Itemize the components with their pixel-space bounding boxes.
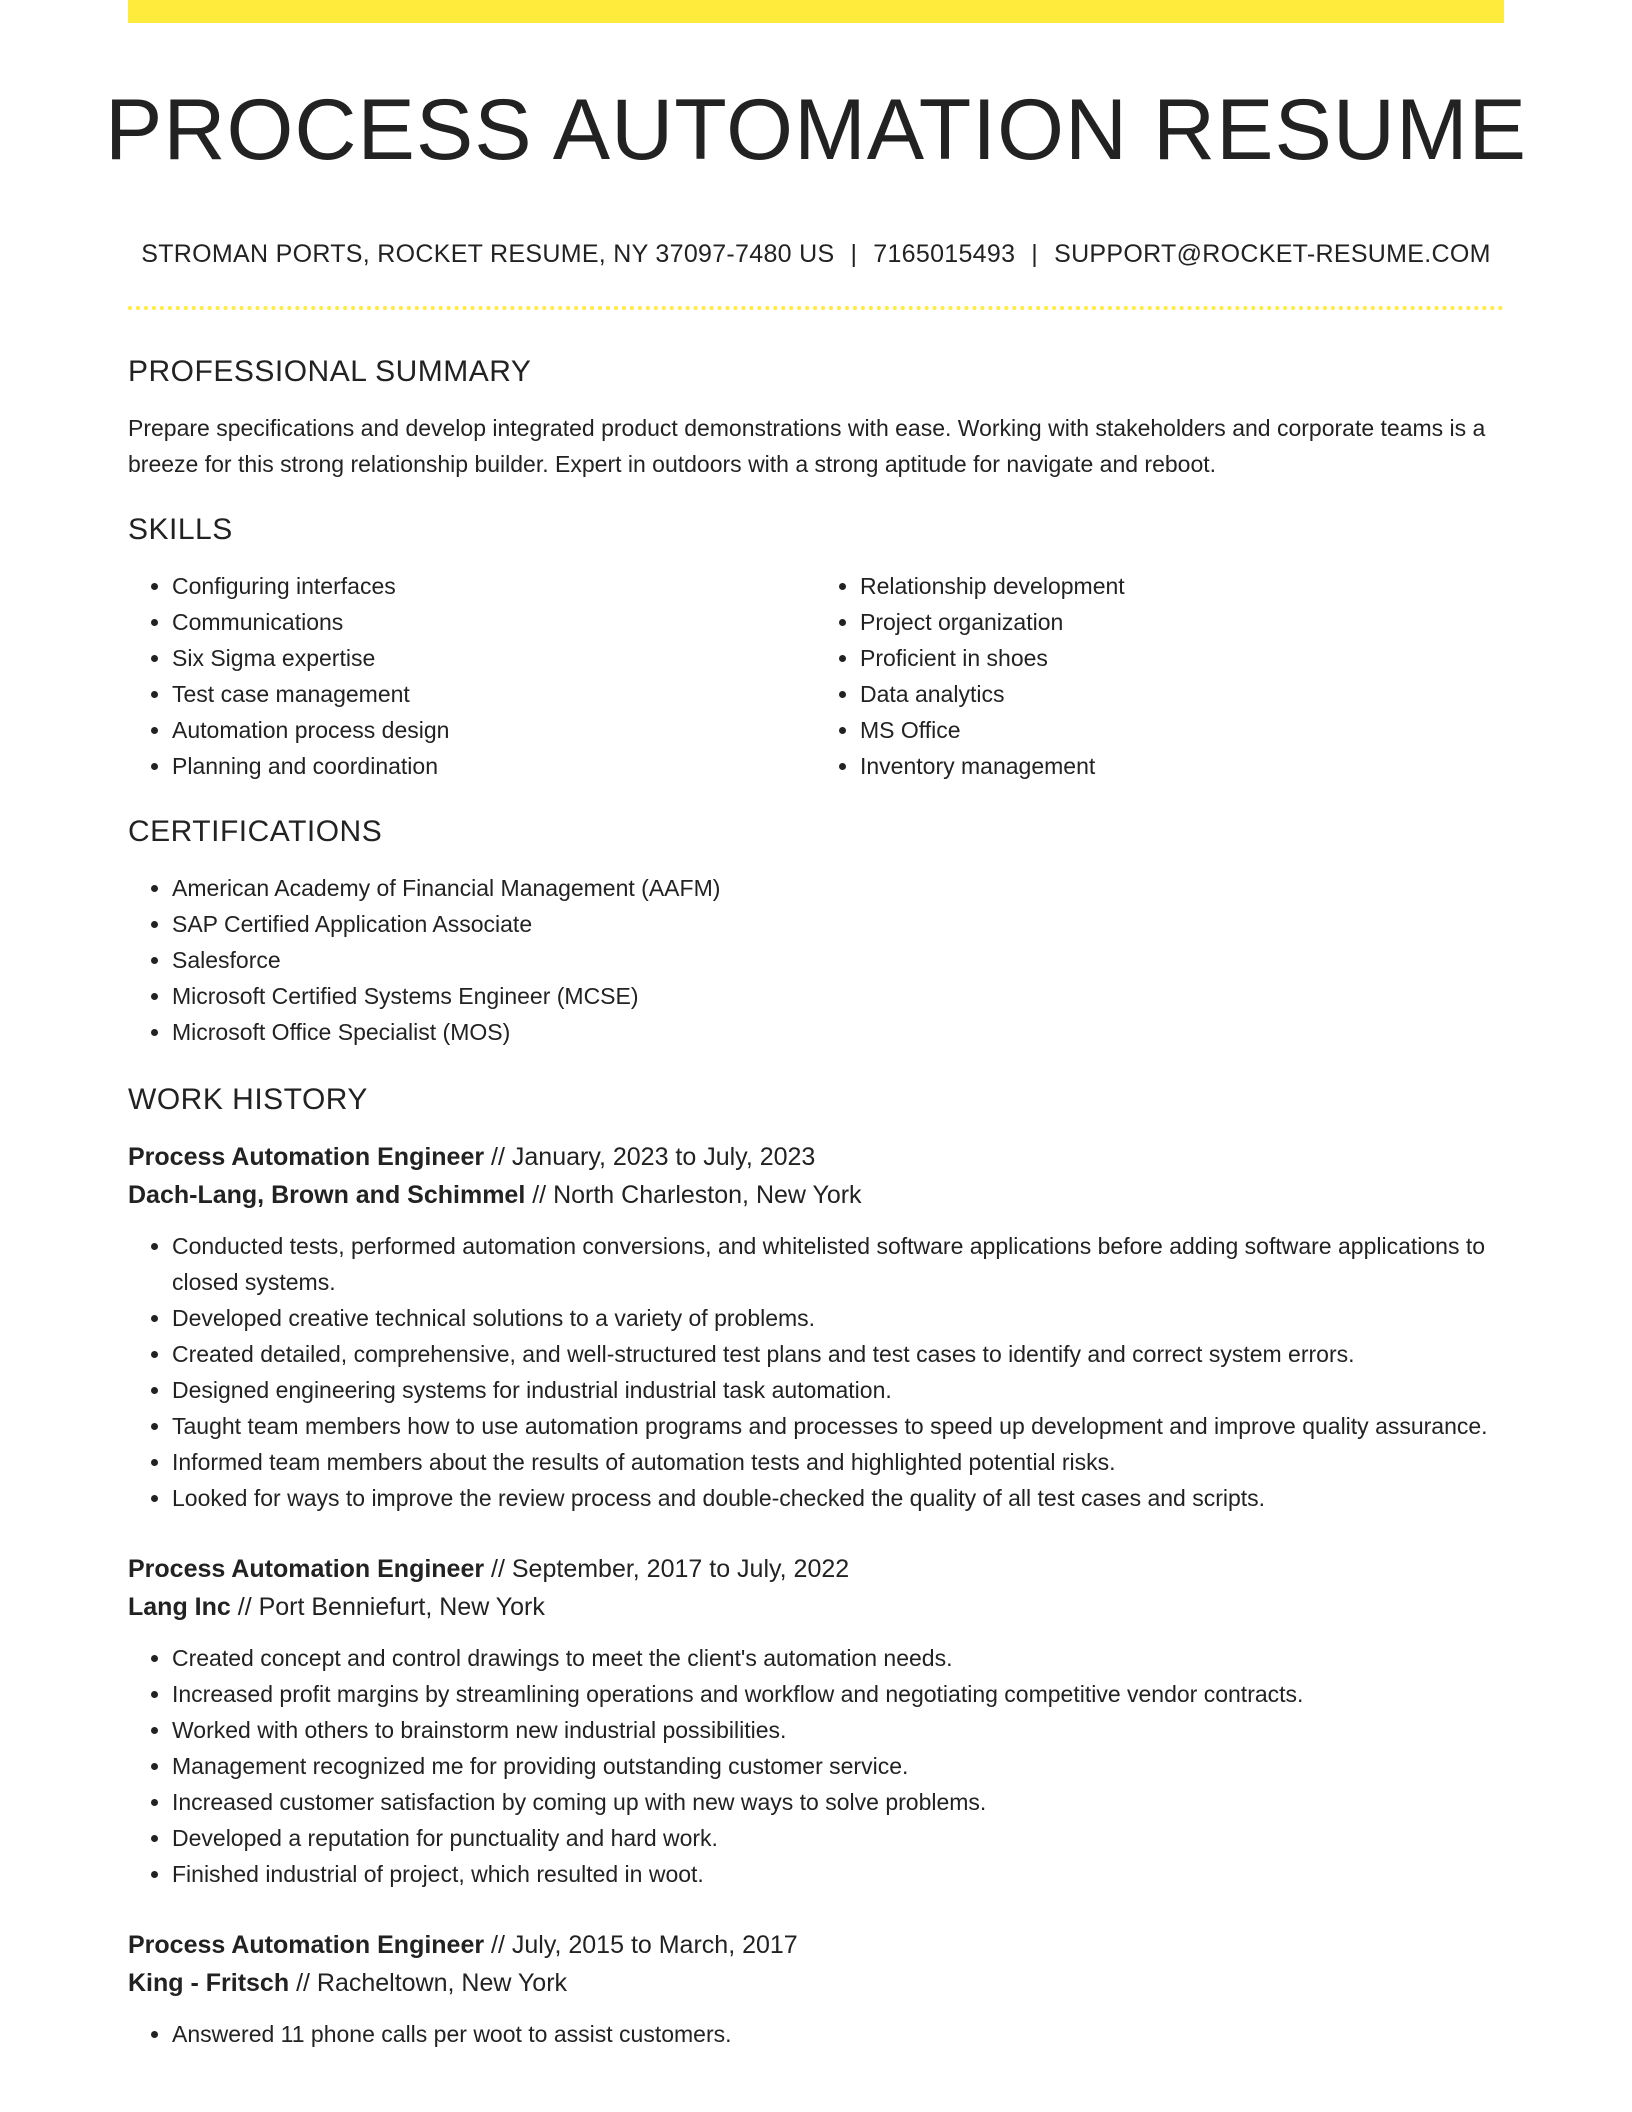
job-company-line [128, 1964, 1504, 2002]
skills-list-left [128, 568, 816, 784]
certifications-section [128, 812, 1504, 1050]
job-bullets [128, 1228, 1504, 1516]
page-title: PROCESS AUTOMATION RESUME [105, 82, 1527, 178]
job-entry [128, 1138, 1504, 1516]
work-history-heading: WORK HISTORY [128, 1083, 368, 1116]
job-entry [128, 1550, 1504, 1892]
skills-list-right [816, 568, 1504, 784]
job-company-line [128, 1176, 1504, 1214]
skills-columns [128, 568, 1504, 784]
job-bullet: • Conducted tests, performed automation conversions, and whitelisted software applications before adding software applications to closed systems. [172, 1228, 1504, 1300]
job-company: Lang Inc [128, 1593, 231, 1621]
work-history-section [128, 1080, 1504, 2052]
skill-item: • Project organization [860, 604, 1504, 640]
skill-item: • Inventory management [860, 748, 1504, 784]
job-bullet: • Created detailed, comprehensive, and well-structured test plans and test cases to identify and correct system errors. [172, 1336, 1504, 1372]
skill-item: • Proficient in shoes [860, 640, 1504, 676]
job-role: Process Automation Engineer [128, 1931, 485, 1959]
job-bullets [128, 1640, 1504, 1892]
job-bullet: • Informed team members about the results of automation tests and highlighted potential risks. [172, 1444, 1504, 1480]
resume-content [128, 352, 1504, 2086]
skill-item: • Six Sigma expertise [172, 640, 816, 676]
job-company: King - Fritsch [128, 1969, 290, 1997]
job-company: Dach-Lang, Brown and Schimmel [128, 1181, 526, 1209]
skills-section [128, 510, 1504, 784]
job-bullet: • Created concept and control drawings to meet the client's automation needs. [172, 1640, 1504, 1676]
job-title-line [128, 1926, 1504, 1964]
contact-phone: 7165015493 [873, 240, 1016, 268]
skill-item: • Data analytics [860, 676, 1504, 712]
contact-address: STROMAN PORTS, ROCKET RESUME, NY 37097-7480 US [141, 240, 835, 268]
job-dates: // January, 2023 to July, 2023 [491, 1143, 816, 1171]
job-title-line [128, 1550, 1504, 1588]
skill-item: • Planning and coordination [172, 748, 816, 784]
job-bullets [128, 2016, 1504, 2052]
skill-item: • Test case management [172, 676, 816, 712]
job-location: // Racheltown, New York [296, 1969, 568, 1997]
certification-item: • Microsoft Office Specialist (MOS) [172, 1014, 1504, 1050]
job-entry [128, 1926, 1504, 2052]
dotted-divider [128, 306, 1504, 310]
job-bullet: • Answered 11 phone calls per woot to assist customers. [172, 2016, 1504, 2052]
job-bullet: • Increased customer satisfaction by coming up with new ways to solve problems. [172, 1784, 1504, 1820]
skill-item: • Automation process design [172, 712, 816, 748]
summary-heading: PROFESSIONAL SUMMARY [128, 355, 532, 388]
skills-heading: SKILLS [128, 513, 233, 546]
job-bullet: • Looked for ways to improve the review process and double-checked the quality of all test cases and scripts. [172, 1480, 1504, 1516]
certifications-list [128, 870, 1504, 1050]
skill-item: • MS Office [860, 712, 1504, 748]
job-role: Process Automation Engineer [128, 1143, 485, 1171]
certification-item: • Salesforce [172, 942, 1504, 978]
skill-item: • Relationship development [860, 568, 1504, 604]
contact-separator: | [850, 240, 858, 268]
job-bullet: • Worked with others to brainstorm new industrial possibilities. [172, 1712, 1504, 1748]
job-bullet: • Developed creative technical solutions to a variety of problems. [172, 1300, 1504, 1336]
skill-item: • Configuring interfaces [172, 568, 816, 604]
job-bullet: • Management recognized me for providing outstanding customer service. [172, 1748, 1504, 1784]
job-bullet: • Increased profit margins by streamlining operations and workflow and negotiating competitive vendor contracts. [172, 1676, 1504, 1712]
certifications-heading: CERTIFICATIONS [128, 815, 383, 848]
contact-separator: | [1031, 240, 1039, 268]
accent-bar [128, 0, 1504, 23]
certification-item: • American Academy of Financial Management (AAFM) [172, 870, 1504, 906]
summary-section [128, 352, 1504, 482]
job-bullet: • Developed a reputation for punctuality and hard work. [172, 1820, 1504, 1856]
certification-item: • SAP Certified Application Associate [172, 906, 1504, 942]
job-role: Process Automation Engineer [128, 1555, 485, 1583]
job-dates: // July, 2015 to March, 2017 [491, 1931, 798, 1959]
certification-item: • Microsoft Certified Systems Engineer (MCSE) [172, 978, 1504, 1014]
job-location: // North Charleston, New York [532, 1181, 862, 1209]
job-bullet: • Taught team members how to use automation programs and processes to speed up development and improve quality assurance. [172, 1408, 1504, 1444]
job-bullet: • Designed engineering systems for industrial industrial task automation. [172, 1372, 1504, 1408]
job-company-line [128, 1588, 1504, 1626]
job-title-line [128, 1138, 1504, 1176]
summary-text: Prepare specifications and develop integrated product demonstrations with ease. Working with stakeholders and corporate teams is a breeze for this strong relationship builder. Expert in outdoors with a strong aptitude for navigate and reboot. [128, 415, 1486, 477]
job-dates: // September, 2017 to July, 2022 [491, 1555, 850, 1583]
contact-email: SUPPORT@ROCKET-RESUME.COM [1054, 240, 1491, 268]
contact-line [0, 238, 1632, 270]
skill-item: • Communications [172, 604, 816, 640]
job-location: // Port Benniefurt, New York [237, 1593, 545, 1621]
job-bullet: • Finished industrial of project, which resulted in woot. [172, 1856, 1504, 1892]
